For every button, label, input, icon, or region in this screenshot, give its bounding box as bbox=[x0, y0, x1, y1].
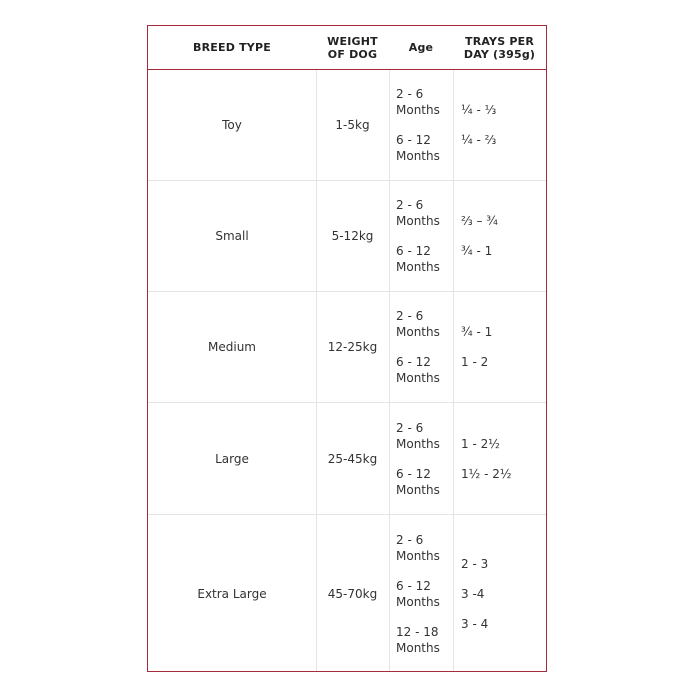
age-range: 2 - 6 Months bbox=[396, 420, 440, 451]
header-age bbox=[389, 26, 453, 69]
age-range: 6 - 12 Months bbox=[396, 133, 440, 163]
weight-cell: 5-12kg bbox=[331, 229, 374, 243]
header-age-label: Age bbox=[408, 41, 434, 54]
header-trays-label: TRAYS PER DAY (395g) bbox=[463, 34, 536, 61]
table-row bbox=[148, 403, 546, 515]
weight-cell: 1-5kg bbox=[335, 118, 370, 132]
trays-amount: 3 -4 bbox=[461, 586, 485, 601]
table-row bbox=[148, 515, 546, 672]
table-row bbox=[148, 181, 546, 292]
trays-cell bbox=[453, 70, 546, 180]
breed-type-cell: Small bbox=[215, 229, 249, 243]
weight-cell: 12-25kg bbox=[327, 340, 378, 354]
header-weight-label: WEIGHT OF DOG bbox=[327, 34, 378, 61]
breed-type-cell: Extra Large bbox=[197, 586, 267, 601]
trays-amount: ¾ - 1 bbox=[461, 244, 493, 258]
table-header bbox=[148, 26, 546, 70]
table-row bbox=[148, 292, 546, 403]
trays-amount: 1 - 2½ bbox=[461, 436, 500, 451]
breed-type-cell: Medium bbox=[208, 340, 256, 354]
trays-cell bbox=[453, 403, 546, 514]
age-cell bbox=[389, 403, 453, 514]
age-range: 2 - 6 Months bbox=[396, 87, 440, 117]
trays-amount: 3 - 4 bbox=[461, 616, 489, 631]
trays-cell bbox=[453, 181, 546, 291]
age-range: 12 - 18 Months bbox=[396, 624, 440, 655]
age-range: 2 - 6 Months bbox=[396, 198, 440, 228]
age-range: 6 - 12 Months bbox=[396, 466, 440, 497]
trays-cell bbox=[453, 292, 546, 402]
trays-amount: ¼ - ⅓ bbox=[461, 103, 497, 117]
trays-amount: ⅔ – ¾ bbox=[461, 214, 498, 228]
feeding-guide-table bbox=[147, 25, 547, 672]
header-breed-type bbox=[148, 26, 316, 69]
weight-cell: 25-45kg bbox=[327, 451, 378, 466]
trays-amount: ¼ - ⅔ bbox=[461, 133, 497, 147]
breed-type-cell: Toy bbox=[222, 118, 242, 132]
age-range: 2 - 6 Months bbox=[396, 309, 440, 339]
trays-amount: 2 - 3 bbox=[461, 556, 489, 571]
age-range: 6 - 12 Months bbox=[396, 244, 440, 274]
age-range: 2 - 6 Months bbox=[396, 532, 440, 563]
age-cell bbox=[389, 70, 453, 180]
age-cell bbox=[389, 181, 453, 291]
age-range: 6 - 12 Months bbox=[396, 355, 440, 385]
age-cell bbox=[389, 515, 453, 672]
header-weight bbox=[316, 26, 389, 69]
weight-cell: 45-70kg bbox=[327, 586, 378, 601]
header-breed-type-label: BREED TYPE bbox=[193, 41, 271, 54]
header-trays bbox=[453, 26, 546, 69]
age-cell bbox=[389, 292, 453, 402]
trays-amount: ¾ - 1 bbox=[461, 325, 493, 339]
table-body bbox=[148, 70, 546, 672]
age-range: 6 - 12 Months bbox=[396, 578, 440, 609]
breed-type-cell: Large bbox=[215, 451, 249, 466]
table-row bbox=[148, 70, 546, 181]
trays-amount: 1½ - 2½ bbox=[461, 466, 512, 481]
trays-cell bbox=[453, 515, 546, 672]
trays-amount: 1 - 2 bbox=[461, 355, 489, 369]
